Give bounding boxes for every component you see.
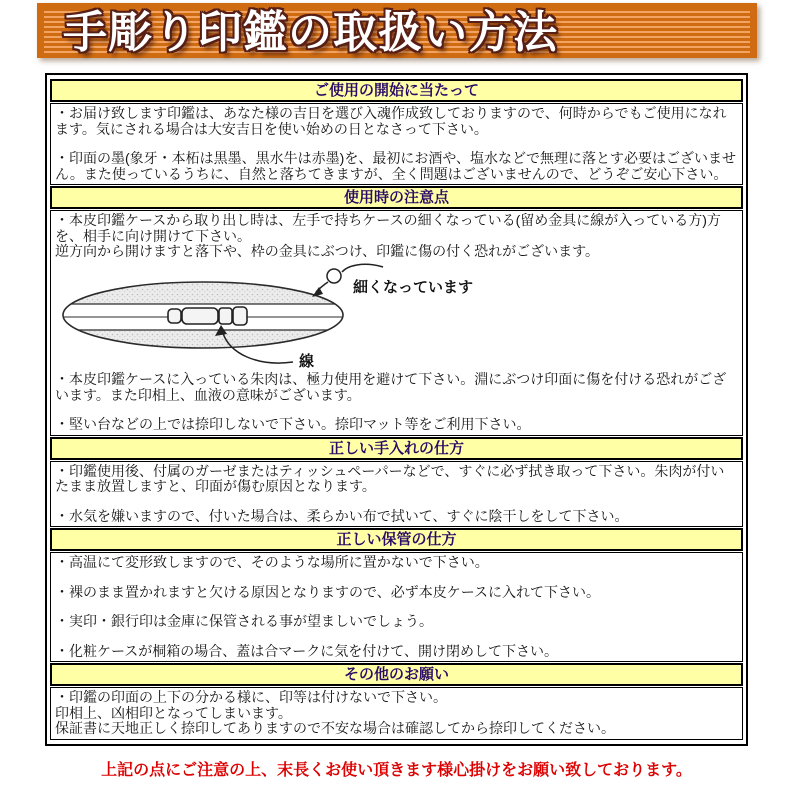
text-line: ・印面の墨(象牙・本柘は黒墨、黒水牛は赤墨)を、最初にお酒や、塩水などで無理に落とす必要はございません。また使っているうちに、自然と落ちてきますが、全く問題はございませんので、どうぞご安心下さい。 — [55, 150, 737, 182]
paragraph — [55, 614, 738, 630]
seal-case-illustration — [61, 263, 738, 373]
text-line: ・化粧ケースが桐箱の場合、蓋は合マークに気を付けて、開け閉めして下さい。 — [55, 642, 559, 659]
section-body — [50, 552, 743, 662]
text-line: ・水気を嫌いますので、付いた場合は、柔らかい布で拭いて、すぐに陰干しをして下さい。 — [55, 507, 629, 524]
text-line: ・高温にて変形致しますので、そのような場所に置かないで下さい。 — [55, 554, 489, 570]
title-banner — [37, 3, 757, 58]
text-line: ・印鑑の印面の上下の分かる様に、印等は付けないで下さい。 — [55, 689, 447, 705]
paragraph — [55, 690, 738, 737]
text-line: ・実印・銀行印は金庫に保管される事が望ましいでしょう。 — [55, 613, 433, 629]
paragraph — [55, 372, 738, 403]
page-title: 手彫り印鑑の取扱い方法 — [63, 7, 558, 57]
section-heading: 正しい保管の仕方 — [50, 528, 743, 551]
section-heading: その他のお願い — [50, 663, 743, 686]
text-line: ・本皮印鑑ケースに入っている朱肉は、極力使用を避けて下さい。淵にぶつけ印面に傷を付ける恐れがございます。また印相上、血液の意味がございます。 — [55, 371, 727, 403]
section-heading: ご使用の開始に当たって — [50, 79, 743, 102]
text-line: ・印鑑使用後、付属のガーゼまたはティッシュペーパーなどで、すぐに必ず拭き取って下さい。朱肉が付いたまま放置しますと、印面が傷む原因となります。 — [55, 462, 725, 494]
text-line: ・お届け致します印鑑は、あなた様の吉日を選び入魂作成致しておりますので、何時からでもご使用になれます。気にされる場合は大安吉日を使い始めの日となさって下さい。 — [55, 105, 727, 137]
seal-case-drawing — [61, 263, 521, 369]
paragraph — [55, 509, 738, 525]
section-body — [50, 210, 743, 436]
document-box — [45, 73, 748, 746]
section-heading: 使用時の注意点 — [50, 186, 743, 209]
section-heading: 正しい手入れの仕方 — [50, 437, 743, 460]
section-body — [50, 103, 743, 185]
case-clasp — [168, 307, 247, 325]
text-line: 逆方向から開けますと落下や、枠の金具にぶつけ、印鑑に傷の付く恐れがございます。 — [55, 243, 600, 259]
text-line: 保証書に天地正しく捺印してありますので不安な場合は確認してから捺印してください。 — [55, 720, 615, 736]
paragraph — [55, 555, 738, 571]
line-label: 線 — [299, 352, 315, 369]
thin-end-label: 細くなっています — [353, 278, 474, 296]
paragraph — [55, 464, 738, 495]
paragraph — [55, 151, 738, 182]
paragraph — [55, 644, 738, 660]
paragraph — [55, 106, 738, 137]
text-line: ・裸のまま置かれますと欠ける原因となりますので、必ず本皮ケースに入れて下さい。 — [55, 583, 601, 600]
paragraph — [55, 585, 738, 601]
thin-end-arrowhead — [312, 287, 323, 297]
footer-note: 上記の点にご注意の上、末長くお使い頂きます様心掛けをお願い致しております。 — [101, 761, 692, 779]
section-body — [50, 687, 743, 740]
text-line: 印相上、凶相印となってしまいます。 — [55, 704, 292, 721]
text-line: ・堅い台などの上では捺印しないで下さい。捺印マット等をご利用下さい。 — [55, 416, 531, 432]
section-body — [50, 461, 743, 528]
text-line: ・本皮印鑑ケースから取り出し時は、左手で持ちケースの細くなっている(留め金具に線が入っている方)方を、相手に向け開けて下さい。 — [55, 212, 721, 244]
paragraph — [55, 417, 738, 433]
paragraph — [55, 213, 738, 260]
